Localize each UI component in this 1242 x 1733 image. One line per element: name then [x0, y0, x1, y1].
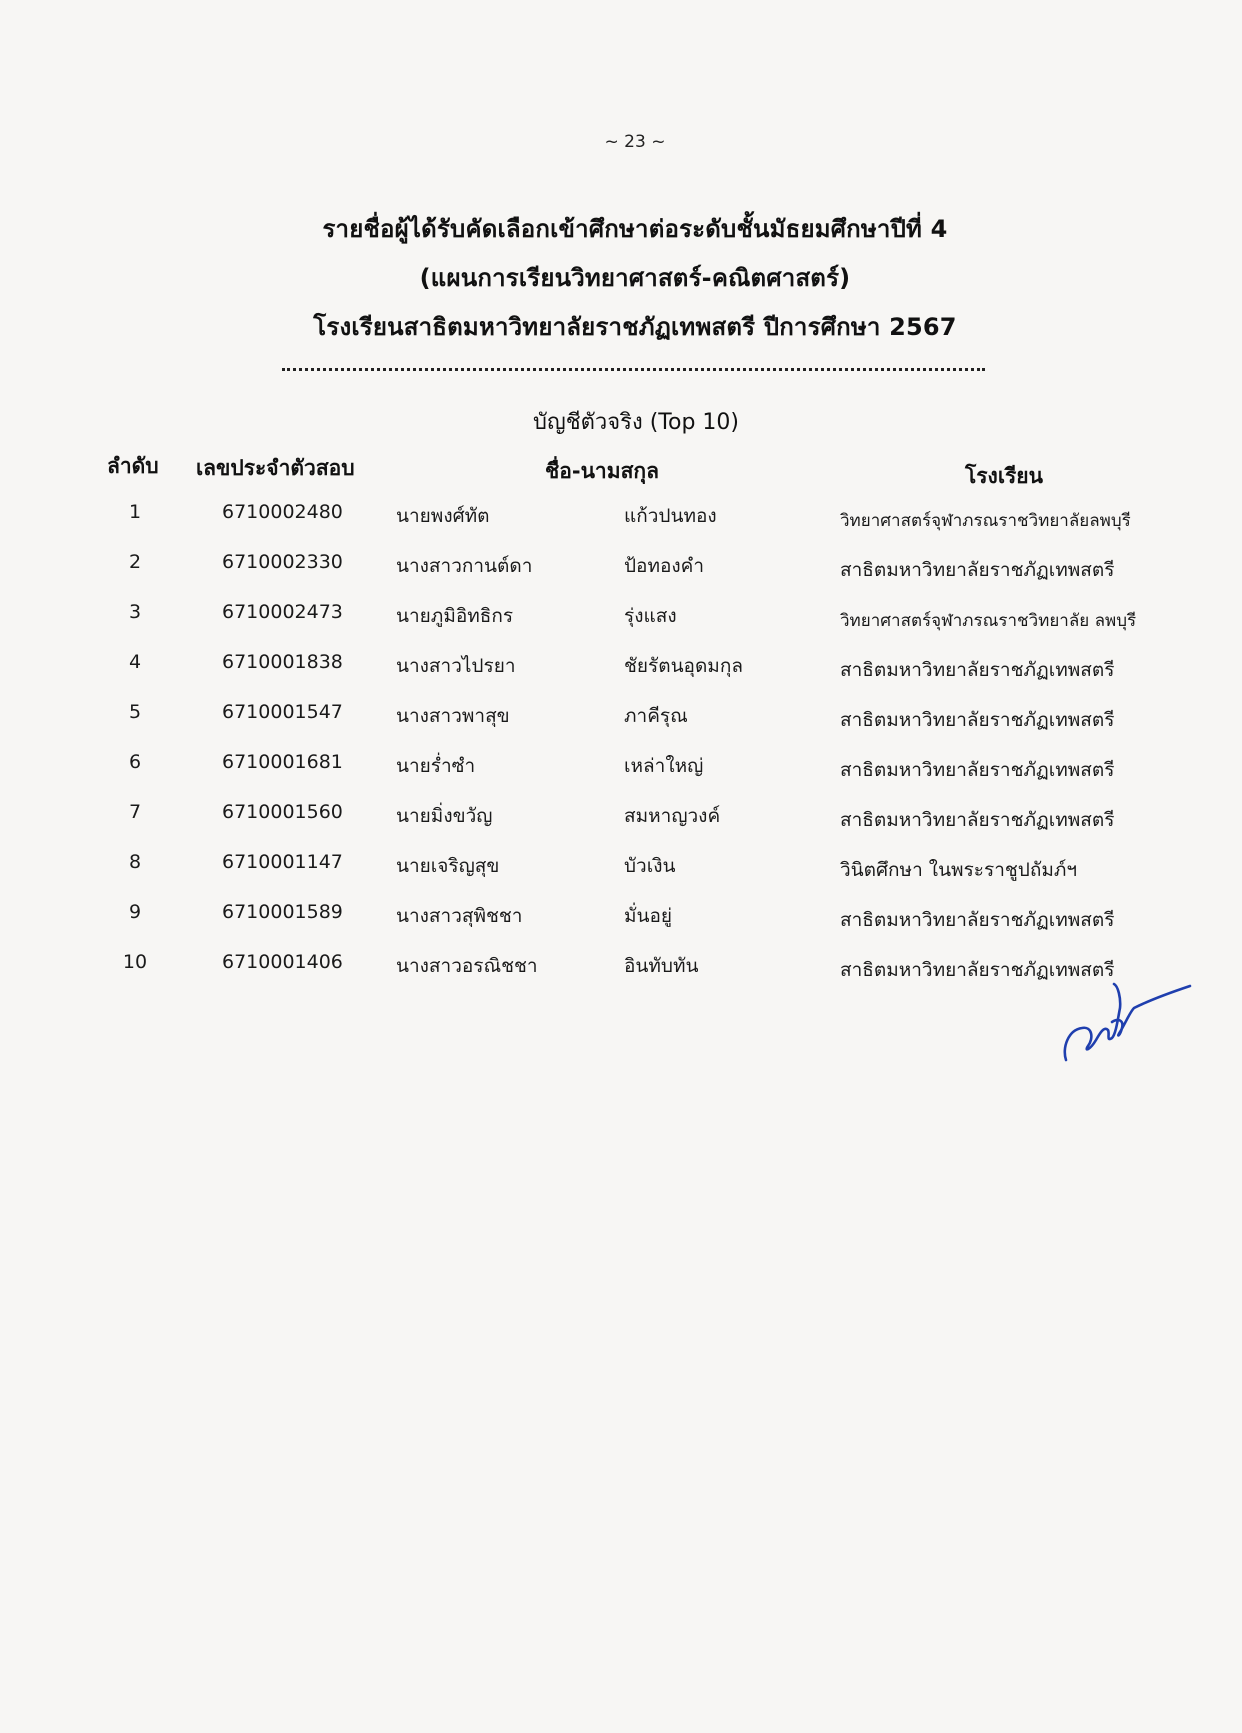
document-title-line-1: รายชื่อผู้ได้รับคัดเลือกเข้าศึกษาต่อระดับชั้นมัธยมศึกษาปีที่ 4: [322, 215, 948, 243]
row-first-name: นางสาวพาสุข: [396, 705, 510, 727]
table-row: [0, 593, 1242, 643]
row-exam-id: 6710001406: [222, 951, 343, 973]
row-first-name: นายเจริญสุข: [396, 855, 500, 877]
row-school: วิทยาศาสตร์จุฬาภรณราชวิทยาลัยลพบุรี: [840, 511, 1131, 531]
row-last-name: อินทับทัน: [624, 955, 699, 977]
header-rank: ลำดับ: [107, 454, 159, 478]
signature-stroke: [1065, 984, 1190, 1060]
table-row: [0, 693, 1242, 743]
header-school: โรงเรียน: [965, 464, 1043, 488]
row-exam-id: 6710001147: [222, 851, 343, 873]
row-exam-id: 6710002480: [222, 501, 343, 523]
row-school: สาธิตมหาวิทยาลัยราชภัฏเทพสตรี: [840, 559, 1115, 581]
row-exam-id: 6710002330: [222, 551, 343, 573]
row-first-name: นายร่ำซำ: [396, 755, 476, 777]
row-exam-id: 6710001589: [222, 901, 343, 923]
row-exam-id: 6710002473: [222, 601, 343, 623]
table-row: [0, 943, 1242, 993]
table-row: [0, 543, 1242, 593]
row-first-name: นายภูมิอิทธิกร: [396, 605, 514, 627]
row-school: สาธิตมหาวิทยาลัยราชภัฏเทพสตรี: [840, 959, 1115, 981]
row-exam-id: 6710001560: [222, 801, 343, 823]
row-first-name: นางสาวไปรยา: [396, 655, 516, 677]
row-rank: 3: [128, 601, 142, 623]
row-rank: 2: [128, 551, 142, 573]
table-row: [0, 743, 1242, 793]
row-last-name: เหล่าใหญ่: [624, 755, 704, 777]
header-name: ชื่อ-นามสกุล: [545, 459, 659, 483]
row-first-name: นายพงศ์ทัต: [396, 505, 490, 527]
row-rank: 1: [128, 501, 142, 523]
row-school: สาธิตมหาวิทยาลัยราชภัฏเทพสตรี: [840, 759, 1115, 781]
row-rank: 5: [128, 701, 142, 723]
row-school: วินิตศึกษา ในพระราชูปถัมภ์ฯ: [840, 859, 1078, 881]
row-rank: 6: [128, 751, 142, 773]
row-last-name: ชัยรัตนอุดมกุล: [624, 655, 743, 677]
row-rank: 10: [122, 951, 148, 973]
header-exam-id: เลขประจำตัวสอบ: [196, 456, 355, 480]
table-row: [0, 893, 1242, 943]
row-last-name: แก้วปนทอง: [624, 505, 717, 527]
list-title: บัญชีตัวจริง (Top 10): [532, 410, 739, 435]
row-last-name: รุ่งแสง: [624, 605, 677, 627]
page-number: ~ 23 ~: [604, 132, 666, 152]
row-exam-id: 6710001838: [222, 651, 343, 673]
row-school: สาธิตมหาวิทยาลัยราชภัฏเทพสตรี: [840, 909, 1115, 931]
row-first-name: นางสาวอรณิชชา: [396, 955, 538, 977]
row-school: สาธิตมหาวิทยาลัยราชภัฏเทพสตรี: [840, 659, 1115, 681]
row-first-name: นางสาวสุพิชชา: [396, 905, 523, 927]
row-first-name: นายมิ่งขวัญ: [396, 805, 493, 827]
row-school: วิทยาศาสตร์จุฬาภรณราชวิทยาลัย ลพบุรี: [840, 611, 1137, 631]
document-title-line-3: โรงเรียนสาธิตมหาวิทยาลัยราชภัฏเทพสตรี ปีการศึกษา 2567: [313, 313, 957, 341]
row-last-name: สมหาญวงค์: [624, 805, 721, 827]
table-row: [0, 793, 1242, 843]
row-school: สาธิตมหาวิทยาลัยราชภัฏเทพสตรี: [840, 709, 1115, 731]
row-rank: 7: [128, 801, 142, 823]
row-rank: 9: [128, 901, 142, 923]
row-last-name: บัวเงิน: [624, 855, 676, 877]
table-row: [0, 643, 1242, 693]
row-rank: 4: [128, 651, 142, 673]
document-title-line-2: (แผนการเรียนวิทยาศาสตร์-คณิตศาสตร์): [419, 264, 851, 292]
row-last-name: ภาคีรุณ: [624, 705, 688, 727]
handwritten-signature: [1060, 978, 1195, 1068]
row-rank: 8: [128, 851, 142, 873]
row-last-name: ป้อทองคำ: [624, 555, 705, 577]
results-table: [0, 493, 1242, 993]
row-exam-id: 6710001681: [222, 751, 343, 773]
row-exam-id: 6710001547: [222, 701, 343, 723]
row-first-name: นางสาวกานต์ดา: [396, 555, 533, 577]
table-row: [0, 493, 1242, 543]
dotted-divider: [282, 368, 985, 371]
row-school: สาธิตมหาวิทยาลัยราชภัฏเทพสตรี: [840, 809, 1115, 831]
row-last-name: มั่นอยู่: [624, 905, 673, 927]
table-row: [0, 843, 1242, 893]
